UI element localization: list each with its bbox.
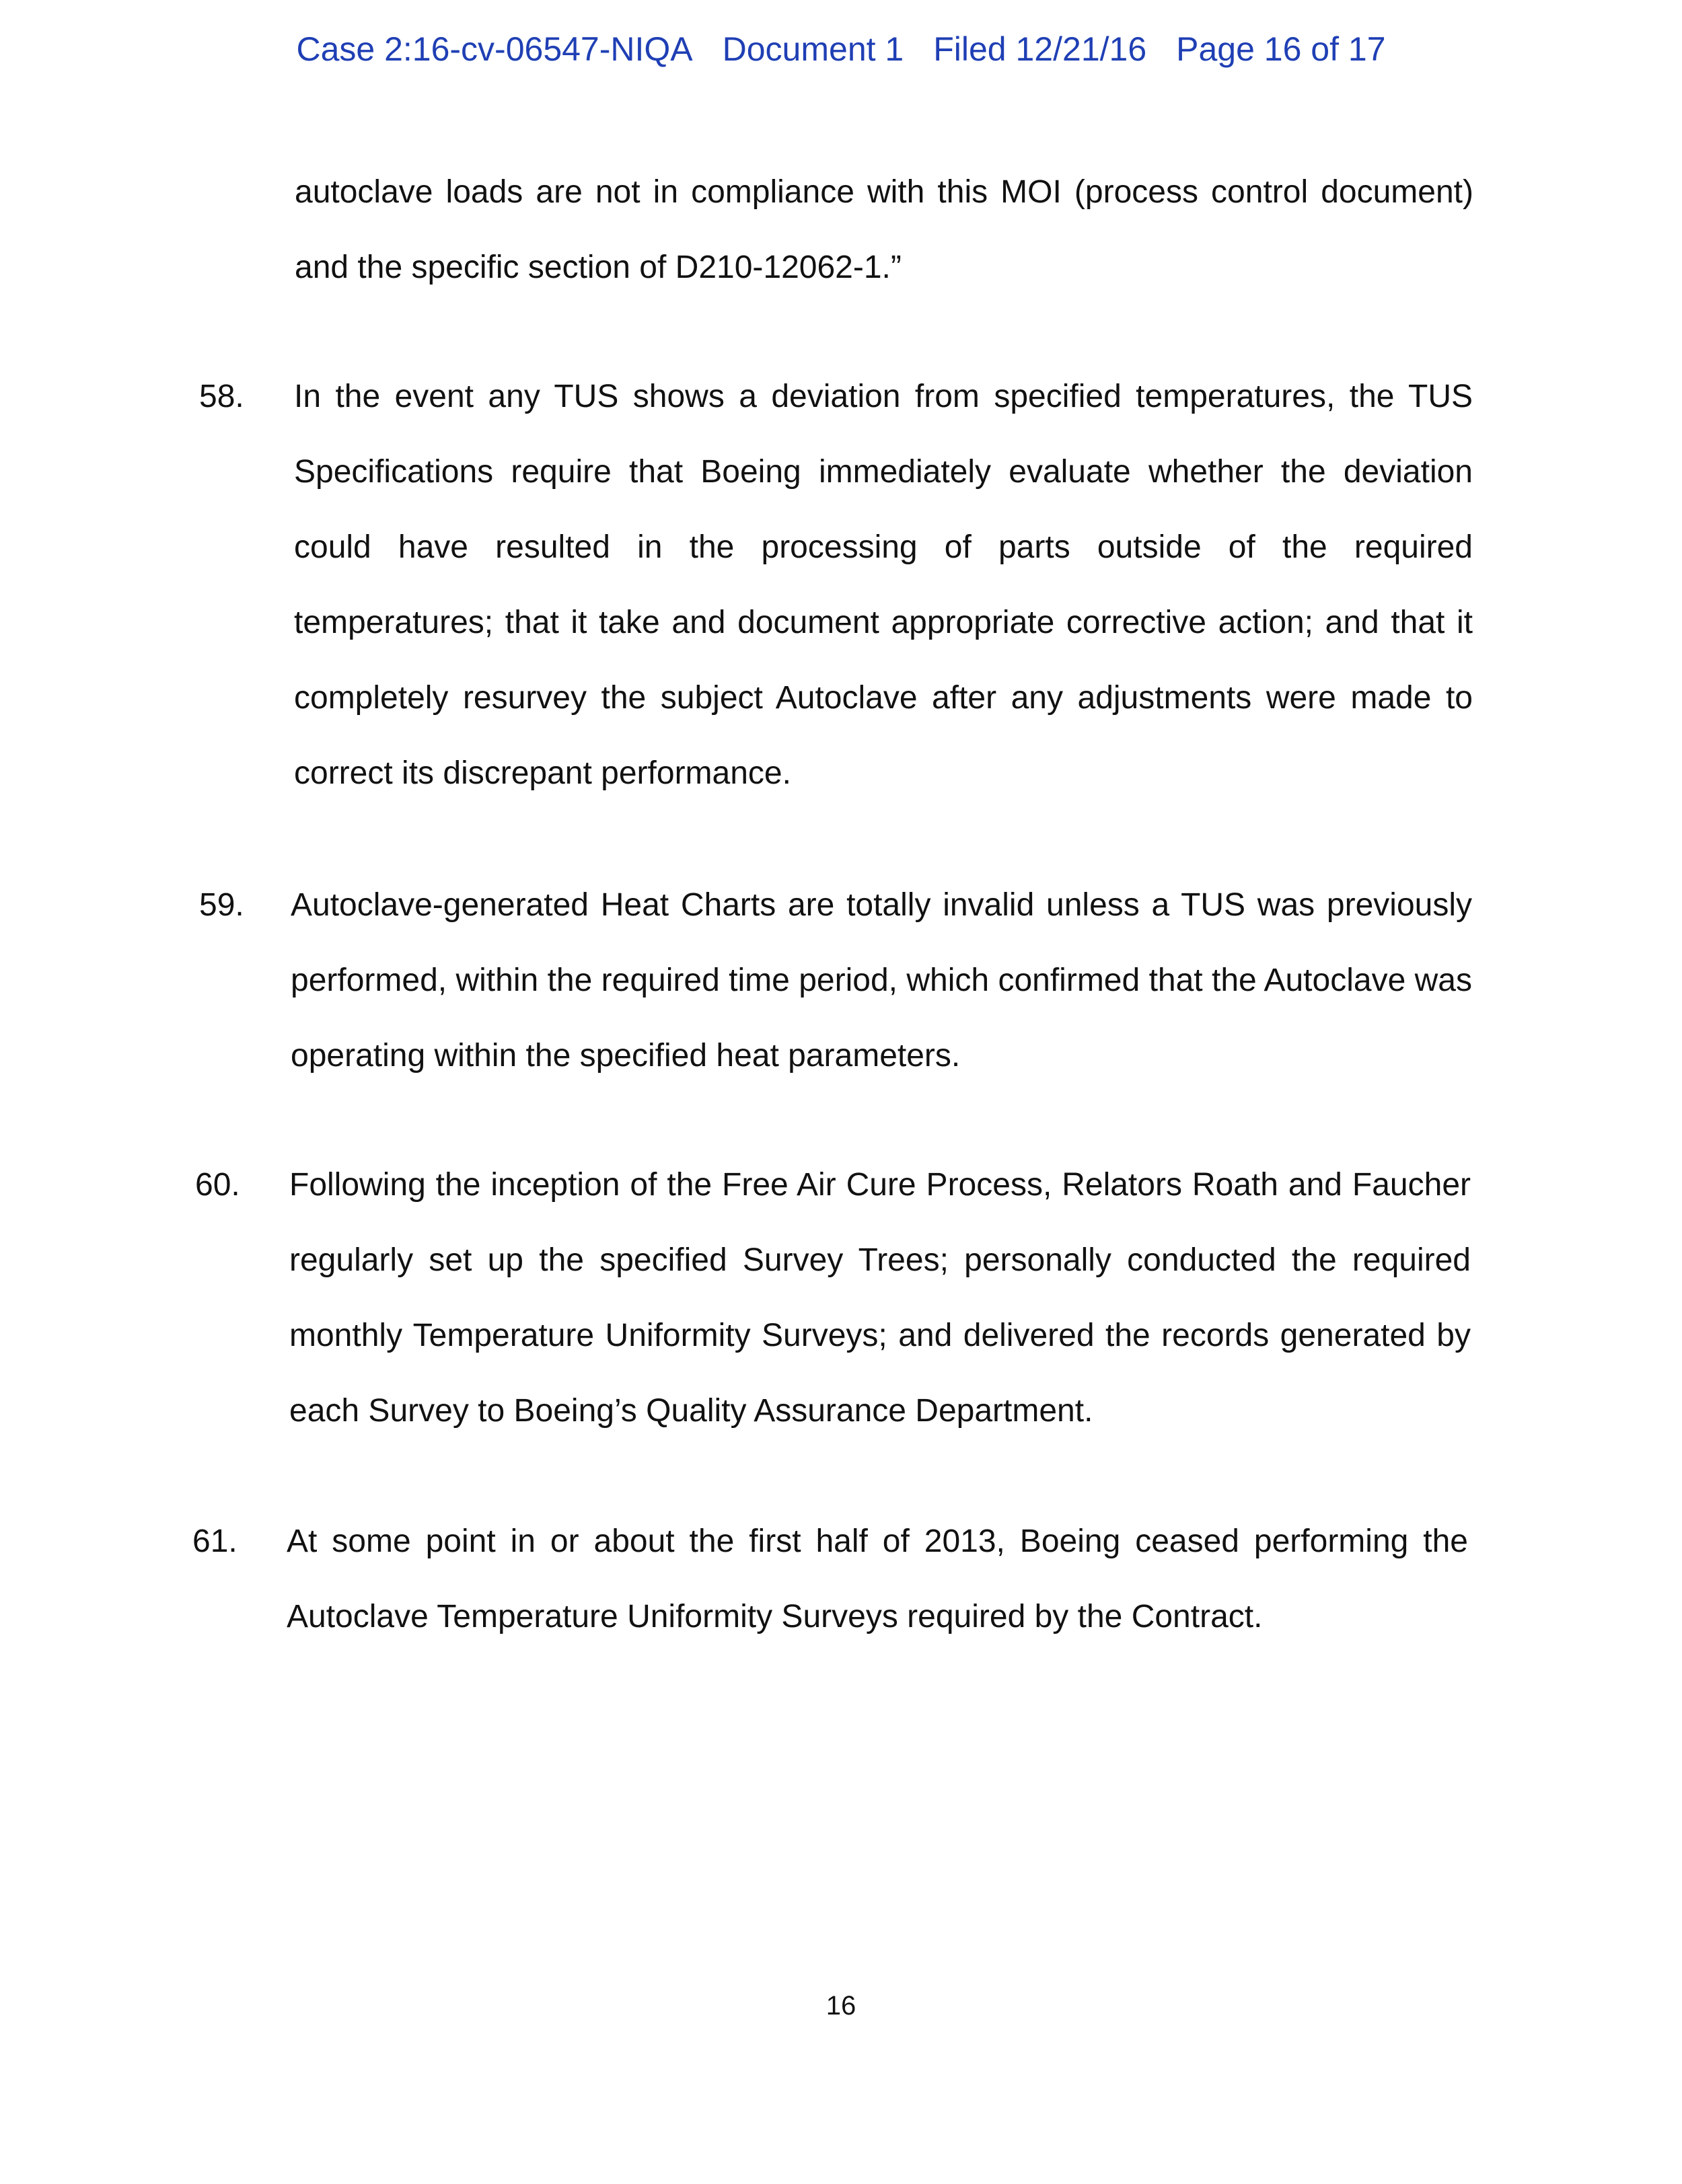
continuation-paragraph: autoclave loads are not in compliance with this MOI (process control document) and the specific section of D210-12062-1.” — [295, 174, 1473, 285]
case-number: Case 2:16-cv-06547-NIQA — [296, 30, 693, 68]
paragraph-text: Autoclave-generated Heat Charts are totally invalid unless a TUS was previously performed, within the required time period, which confirmed that the Autoclave was operating within the specified heat parameters. — [291, 887, 1472, 1074]
paragraph-number: 58. — [199, 379, 244, 414]
document-number: Document 1 — [722, 30, 904, 68]
paragraph-text: Following the inception of the Free Air Cure Process, Relators Roath and Faucher regularly set up the specified Survey Trees; personally conducted the required monthly Temperature Uniformity Surveys; and delivered the records generated by each Survey to Boeing’s Quality Assurance Department. — [289, 1167, 1471, 1429]
paragraph-text: At some point in or about the first half of 2013, Boeing ceased performing the Autoclave Temperature Uniformity Surveys required by the Contract. — [287, 1523, 1468, 1634]
case-header — [0, 30, 1682, 69]
page-number: 16 — [826, 1991, 856, 2021]
filed-date: Filed 12/21/16 — [933, 30, 1147, 68]
paragraph-text: In the event any TUS shows a deviation from specified temperatures, the TUS Specifications require that Boeing immediately evaluate whether the deviation could have resulted in the processing of parts outside of the required temperatures; that it take and document appropriate corrective action; and that it completely resurvey the subject Autoclave after any adjustments were made to correct its discrepant performance. — [294, 379, 1473, 791]
paragraph-number: 59. — [199, 887, 244, 923]
paragraph-number: 61. — [192, 1523, 237, 1559]
paragraph-number: 60. — [195, 1167, 240, 1203]
page-indicator: Page 16 of 17 — [1176, 30, 1386, 68]
